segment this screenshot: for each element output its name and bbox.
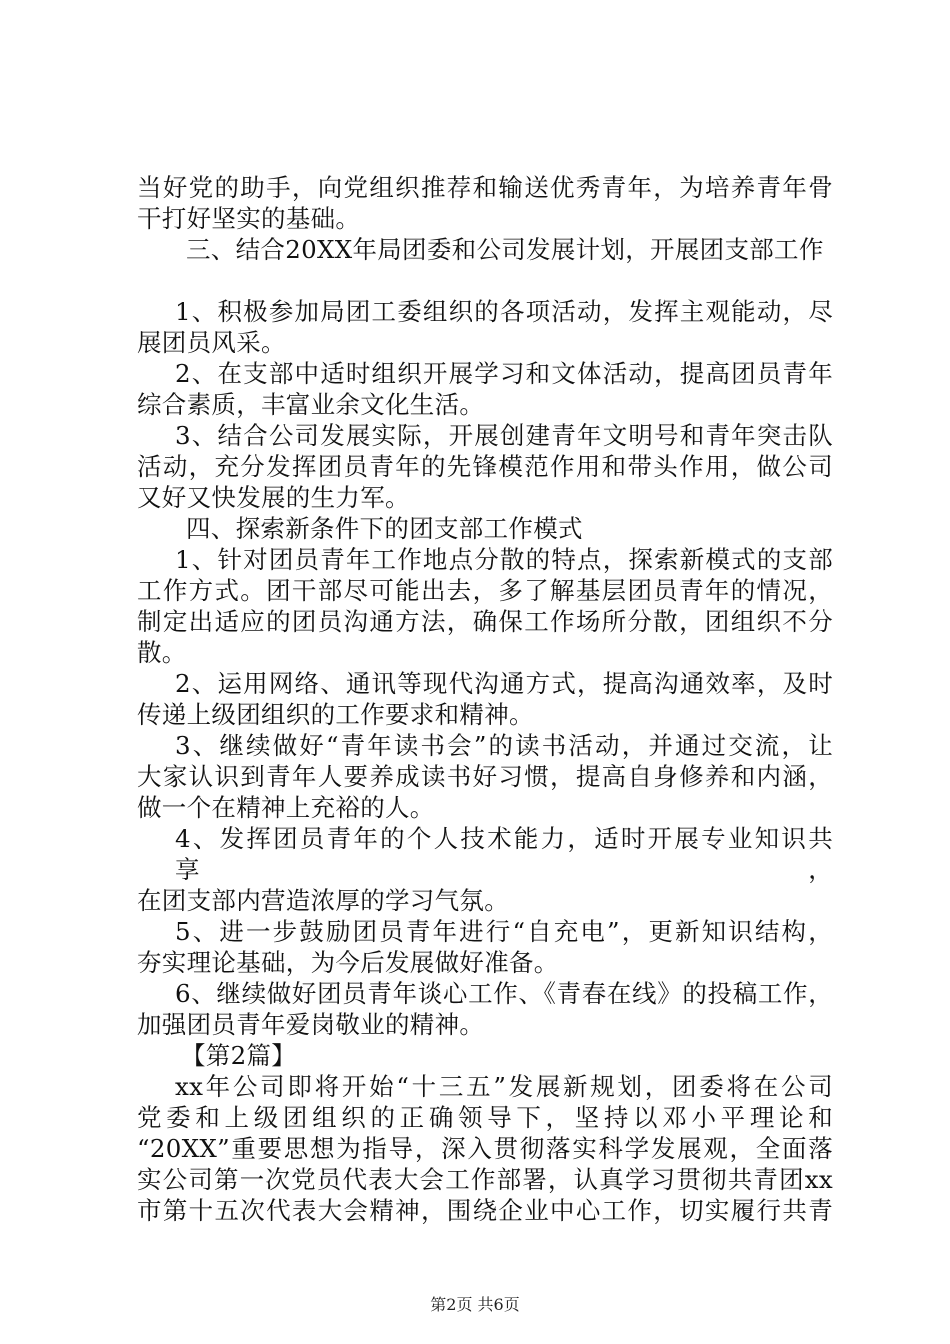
text-line: 制定出适应的团员沟通方法，确保工作场所分散，团组织不分	[137, 607, 833, 636]
text-line: 3、继续做好“青年读书会”的读书活动，并通过交流，让	[175, 731, 833, 760]
blank-line	[137, 265, 833, 296]
text-line: 大家认识到青年人要养成读书好习惯，提高自身修养和内涵，	[137, 762, 833, 791]
text-line: 干打好坚实的基础。	[137, 204, 361, 233]
text-line: 当好党的助手，向党组织推荐和输送优秀青年，为培养青年骨	[137, 173, 833, 202]
text-line: 实公司第一次党员代表大会工作部署，认真学习贯彻共青团xx	[137, 1165, 833, 1194]
text-line: 做一个在精神上充裕的人。	[137, 793, 435, 822]
text-line: 工作方式。团干部尽可能出去，多了解基层团员青年的情况，	[137, 576, 833, 605]
text-line: 夯实理论基础，为今后发展做好准备。	[137, 948, 559, 977]
text-line: 加强团员青年爱岗敬业的精神。	[137, 1010, 485, 1039]
text-line: 又好又快发展的生力军。	[137, 483, 410, 512]
page-footer: 第2页 共6页	[430, 1295, 520, 1314]
text-line: 传递上级团组织的工作要求和精神。	[137, 700, 534, 729]
text-line: xx年公司即将开始“十三五”发展新规划，团委将在公司	[175, 1072, 833, 1101]
document-body	[137, 172, 833, 1226]
text-line: 2、在支部中适时组织开展学习和文体活动，提高团员青年	[175, 359, 833, 388]
text-line: 1、针对团员青年工作地点分散的特点，探索新模式的支部	[175, 545, 833, 574]
text-line: 散。	[137, 638, 187, 667]
text-line: 活动，充分发挥团员青年的先锋模范作用和带头作用，做公司	[137, 452, 833, 481]
section-heading: 四、探索新条件下的团支部工作模式	[186, 514, 583, 543]
text-line: 1、积极参加局团工委组织的各项活动，发挥主观能动，尽	[175, 297, 833, 326]
text-line: 5、进一步鼓励团员青年进行“自充电”，更新知识结构，	[175, 917, 833, 946]
text-line: 党委和上级团组织的正确领导下，坚持以邓小平理论和	[137, 1103, 833, 1132]
text-line: 综合素质，丰富业余文化生活。	[137, 390, 485, 419]
text-line: 市第十五次代表大会精神，围绕企业中心工作，切实履行共青	[137, 1196, 833, 1225]
section-heading: 【第2篇】	[181, 1041, 297, 1070]
text-line: “20XX”重要思想为指导，深入贯彻落实科学发展观，全面落	[137, 1134, 833, 1163]
text-line: 6、继续做好团员青年谈心工作、《青春在线》的投稿工作，	[175, 979, 833, 1008]
text-line: 3、结合公司发展实际，开展创建青年文明号和青年突击队	[175, 421, 833, 450]
text-line: 在团支部内营造浓厚的学习气氛。	[137, 886, 509, 915]
text-line: 4、发挥团员青年的个人技术能力，适时开展专业知识共享，	[175, 824, 833, 884]
text-line: 2、运用网络、通讯等现代沟通方式，提高沟通效率，及时	[175, 669, 833, 698]
text-line: 展团员风采。	[137, 328, 286, 357]
section-heading: 三、结合20XX年局团委和公司发展计划，开展团支部工作	[186, 235, 824, 264]
